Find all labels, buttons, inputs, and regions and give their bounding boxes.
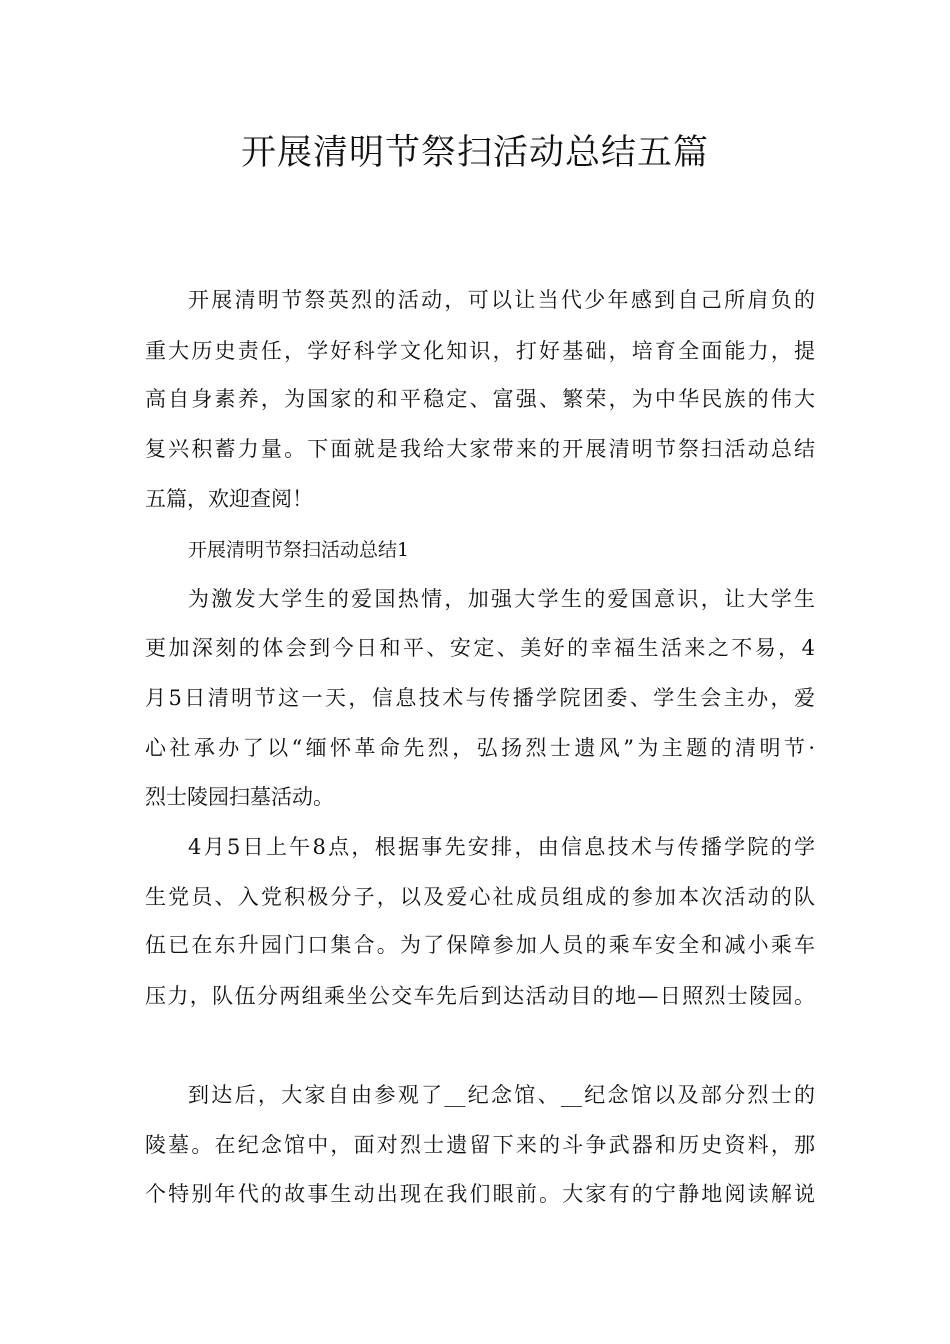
section-heading-1: 开展清明节祭扫活动总结1: [188, 539, 410, 561]
p1-line-1: 为激发大学生的爱国热情，加强大学生的爱国意识，让大学生: [188, 587, 815, 611]
intro-line-5: 五篇，欢迎查阅！: [145, 487, 313, 511]
intro-line-2: 重大历史责任，学好科学文化知识，打好基础，培育全面能力，提: [145, 339, 815, 363]
intro-line-1: 开展清明节祭英烈的活动，可以让当代少年感到自己所肩负的: [188, 288, 815, 312]
p3-line-2: 陵墓。在纪念馆中，面对烈士遗留下来的斗争武器和历史资料，那: [145, 1133, 815, 1157]
intro-line-3: 高自身素养，为国家的和平稳定、富强、繁荣，为中华民族的伟大: [145, 387, 815, 411]
p3-line-3: 个特别年代的故事生动出现在我们眼前。大家有的宁静地阅读解说: [145, 1182, 815, 1206]
p1-line-3: 月5日清明节这一天，信息技术与传播学院团委、学生会主办，爱: [145, 686, 815, 710]
p1-line-5: 烈士陵园扫墓活动。: [145, 785, 334, 809]
p2-line-2: 生党员、入党积极分子，以及爱心社成员组成的参加本次活动的队: [145, 885, 815, 909]
p1-line-4: 心社承办了以“缅怀革命先烈，弘扬烈士遗风”为主题的清明节·: [145, 736, 815, 760]
p2-line-3: 伍已在东升园门口集合。为了保障参加人员的乘车安全和减小乘车: [145, 933, 815, 957]
p2-line-1: 4月5日上午8点，根据事先安排，由信息技术与传播学院的学: [188, 835, 815, 859]
p1-line-2: 更加深刻的体会到今日和平、安定、美好的幸福生活来之不易，4: [145, 636, 815, 660]
p3-line-1: 到达后，大家自由参观了__纪念馆、__纪念馆以及部分烈士的: [188, 1083, 815, 1107]
document-title: 开展清明节祭扫活动总结五篇: [240, 133, 709, 173]
p2-line-4: 压力，队伍分两组乘坐公交车先后到达活动目的地—日照烈士陵园。: [145, 984, 815, 1008]
intro-line-4: 复兴积蓄力量。下面就是我给大家带来的开展清明节祭扫活动总结: [145, 437, 815, 461]
